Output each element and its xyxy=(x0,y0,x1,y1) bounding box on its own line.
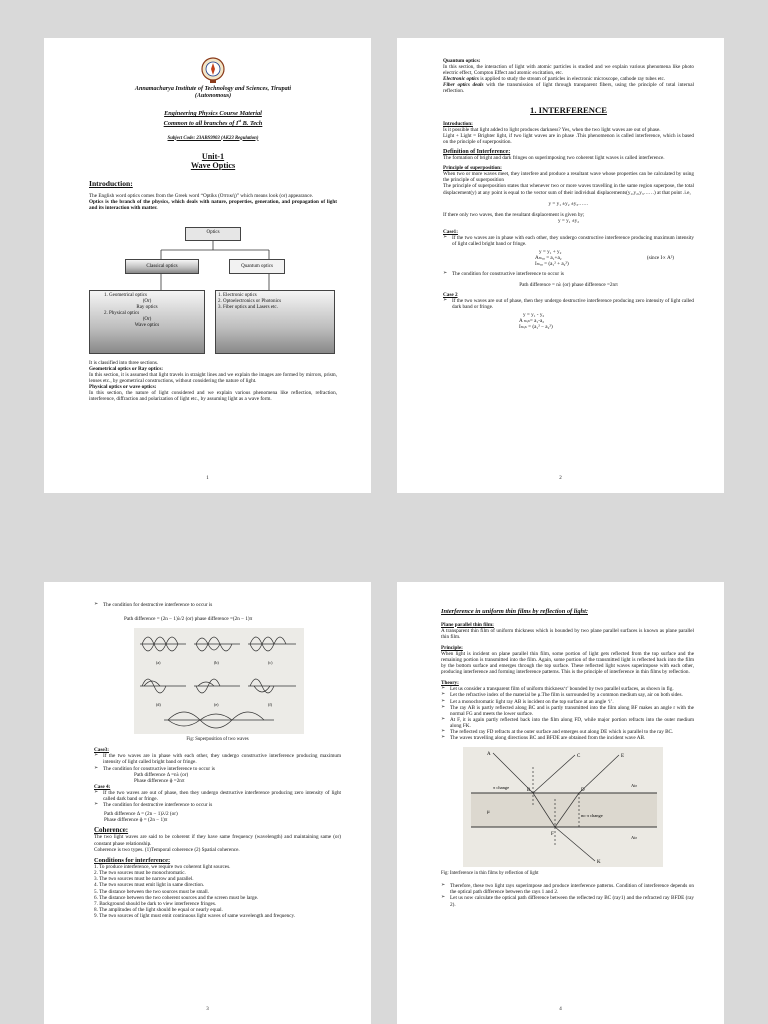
course-title: Engineering Physics Course Material xyxy=(164,110,262,117)
list-item: 7. Background should be dark to view interference fringes. xyxy=(94,900,217,907)
document-page-3 xyxy=(44,582,371,1024)
list-item: 1. To produce interference, we require two coherent light sources. xyxy=(94,864,231,871)
physical-optics-text: In this section, the nature of light considered and we explain various phenomena like reflection, refraction, interference, diffraction and polarization of light etc., by assuming light as a wave form. xyxy=(89,390,337,403)
list-item: ➢ Let the refractive index of the material be μ.The film is surrounded by a common medium say, air on both sides. xyxy=(441,692,694,698)
svg-text:A: A xyxy=(487,752,491,758)
after-figure-text-1: ➢ Therefore, these two light rays superimpose and produce interference patterns. Condition of interference depends on the optical path difference between the rays 1 and 2. xyxy=(441,883,694,895)
section-title: 1. INTERFERENCE xyxy=(530,104,607,115)
definition-text: The formation of bright and dark fringes on superimposing two coherent light waves is called interference. xyxy=(443,155,665,162)
page-number: 1 xyxy=(206,476,209,481)
geometrical-optics-text: In this section, it is assumed that light travels in straight lines and we explain the images are formed by mirrors, prism, lenses etc., by geometrical constructions, without considering the nature of light. xyxy=(89,372,337,385)
coherence-heading: Coherence: xyxy=(94,826,129,835)
institute-name: Annamacharya Institute of Technology and Sciences, Tirupati xyxy=(134,86,292,92)
constructive-equation: Path difference = nλ (or) phase difference =2nπ xyxy=(519,281,618,288)
quantum-optics-box: Quantum optics xyxy=(229,259,285,274)
case3-condition: ➢ The condition for constructive interference to occur is xyxy=(94,766,341,772)
superposition-waves-figure xyxy=(134,628,304,734)
destructive-condition: ➢ The condition for destructive interference to occur is xyxy=(94,602,341,608)
optics-root-box: Optics xyxy=(185,227,241,241)
svg-text:(b): (b) xyxy=(214,660,219,666)
list-item: 8. The amplitudes of the light should be equal or nearly equal. xyxy=(94,906,223,913)
definition-heading: Definition of Interference: xyxy=(443,148,511,155)
page-number: 4 xyxy=(559,1007,562,1012)
intro-heading: Introduction: xyxy=(89,178,133,188)
two-waves-equation: y = y₁ ±y₂ xyxy=(557,217,580,224)
svg-text:(d): (d) xyxy=(156,702,161,708)
document-page-2 xyxy=(397,38,724,493)
conditions-list xyxy=(94,864,341,919)
thin-film-reflection-figure xyxy=(463,747,663,867)
svg-text:(c): (c) xyxy=(268,660,273,666)
svg-text:F: F xyxy=(551,832,554,838)
case3-equation-2: Phase difference ɸ =2nπ xyxy=(134,777,185,784)
unit-title: Wave Optics xyxy=(190,160,236,170)
list-item: ➢ Let a monochromatic light ray AB is incident on the top surface at an angle ‘i’. xyxy=(441,699,694,705)
theory-list xyxy=(441,686,694,741)
figure-caption: Fig: Superposition of two waves xyxy=(186,737,249,743)
conditions-heading: Conditions for interference: xyxy=(94,856,171,864)
plane-film-heading: Plane parallel thin film: xyxy=(441,621,494,628)
document-page-4 xyxy=(397,582,724,1024)
list-item: 3. The two sources must be narrow and parallel. xyxy=(94,876,194,883)
figure-caption: Fig: Interference in thin films by reflection of light xyxy=(441,871,539,877)
autonomous-label: (Autonomous) xyxy=(194,93,232,99)
quantum-optics-heading: Quantum optics: xyxy=(443,58,481,64)
theory-heading: Theory: xyxy=(441,680,459,687)
principle-heading: Principle: xyxy=(441,644,463,651)
coherence-types: Coherence is two types. (1)Temporal coherence (2) Spatial coherence. xyxy=(94,846,240,853)
course-common: Common to all branches of Ist B. Tech xyxy=(163,118,263,128)
case2-text: ➢ If the two waves are out of phase, then they undergo destructive interference producing zero intensity of light called dark band or fringe. xyxy=(443,298,694,310)
list-item: 2. The two sources must be monochromatic. xyxy=(94,870,186,877)
document-page-1 xyxy=(44,38,371,493)
superposition-heading: Principle of superposition: xyxy=(443,165,502,172)
case3-heading: Case3: xyxy=(94,747,109,754)
svg-text:K: K xyxy=(597,860,601,866)
pi-change-label: π change xyxy=(493,785,510,791)
case2-heading: Case 2 xyxy=(443,291,458,298)
svg-text:E: E xyxy=(621,754,625,760)
svg-text:(a): (a) xyxy=(156,660,161,666)
svg-text:(f): (f) xyxy=(268,702,272,708)
case1-equation-3: Iₘₐₓ = (a₁² + a₂²) xyxy=(535,261,569,268)
case4-heading: Case 4: xyxy=(94,783,111,790)
destructive-equation: Path difference = (2n − 1)λ/2 (or) phase difference =(2n − 1)π xyxy=(124,616,253,623)
case4-equation-1: Path difference Δ = (2n − 1)λ/2 (or) xyxy=(104,811,178,818)
interference-intro-text: Is it possible that light added to light produces darkness? Yes, when the two light waves are out of phase. xyxy=(443,126,661,133)
quantum-optics-list: 1. Electronic optics 2. Optoelectronics or Photonics 3. Fiber optics and Lasers etc. xyxy=(215,290,335,354)
air-top-label: Air xyxy=(631,783,637,789)
list-item: ➢ The reflected ray FD refracts at the outer surface and emerges out along DE which is parallel to the ray BC. xyxy=(441,729,694,735)
case4-equation-2: Phase difference ɸ = (2n − 1)π xyxy=(104,817,168,824)
case2-equation-3: Iₘᵢₙ = (a₁² − a₂²) xyxy=(519,324,553,331)
fiber-optics-text: Fiber optics deals with the transmission of light through transparent fibers, using the principle of total internal reflection. xyxy=(443,82,694,95)
case1-text: ➢ If the two waves are in phase with each other, they undergo constructive interference producing maximum intensity of light called bright band or fringe. xyxy=(443,235,694,247)
electronic-optics-text: Electronic optics is applied to study the stream of particles in electronic microscope, cathode ray tubes etc. xyxy=(443,76,666,83)
case2-equation-1: y = y₁ - y₂ xyxy=(523,311,545,318)
case4-text: ➢ If the two waves are out of phase, then they undergo destructive interference producing zero intensity of light called dark band or fringe. xyxy=(94,790,341,802)
case2-equation-2: A ₘᵢₙ= a₁-a₂ xyxy=(519,318,545,324)
list-item: ➢ The waves travelling along directions BC and BFDE are obtained from the incident wave AB. xyxy=(441,735,694,741)
intro-paragraph-1: The English word optics comes from the Greek word “Optiks (Οπτική)” which means look (or) appearance. xyxy=(89,192,314,199)
list-item: 5. The distance between the two sources must be small. xyxy=(94,888,210,895)
case1-equation-2: Aₘₐₓ = a₁+a₂ xyxy=(535,255,562,262)
svg-text:(e): (e) xyxy=(214,702,219,708)
superposition-text-2: The principle of superposition states that whenever two or more waves travelling in the same region superpose, the total displacement(y) at any point is equal to the vector sum of their individual displacements(y₁,y₂,y₃……) at that point .i.e, xyxy=(443,183,694,196)
unit-number: Unit-1 xyxy=(201,151,225,161)
classical-optics-box: Classical optics xyxy=(125,259,199,274)
air-bottom-label: Air xyxy=(631,835,637,841)
page-number: 2 xyxy=(559,476,562,481)
page-number: 3 xyxy=(206,1007,209,1012)
list-item: ➢ The ray AB is partly reflected along BC and is partly transmitted into the film along BF makes an angle r with the normal FG and meets the lower surface. xyxy=(441,705,694,717)
institute-logo xyxy=(201,56,225,84)
two-waves-text: If there only two waves, then the resultant displacement is given by; xyxy=(443,211,585,218)
no-pi-change-label: no π change xyxy=(581,813,603,819)
plane-film-text: A transparent thin film of uniform thickness which is bounded by two plane parallel surfaces is known as plane parallel thin film. xyxy=(441,627,694,640)
quantum-optics-text: In this section, the interaction of light with atomic particles is studied and we explain various phenomena like photo electric effect, Compton Effect and atomic excitation, etc. xyxy=(443,64,694,77)
case3-text: ➢ If the two waves are in phase with each other, they undergo constructive interference producing maximum intensity of light called bright band or fringe. xyxy=(94,753,341,765)
interference-intro-heading: Introduction: xyxy=(443,120,473,127)
geometrical-optics-heading: Geometrical optics or Ray optics: xyxy=(89,365,163,372)
principle-text: When light is incident on plane parallel thin film, some portion of light gets reflected from the top surface and the remaining portion is transmitted into the film. Again, some portion of the transmitted light is reflected back into the film by the bottom surface and emerges through the top surface. These reflected light waves superimpose with each other, producing interference and forming interference patterns. This is the principle of interference in thin films by reflection. xyxy=(441,650,694,676)
classified-text: It is classified into three sections. xyxy=(89,359,159,366)
list-item: 6. The distance between the two coherent sources and the screen must be large. xyxy=(94,894,259,901)
list-item: ➢ Let us consider a transparent film of uniform thickness‘t’ bounded by two parallel surfaces, as shown in fig. xyxy=(441,686,694,692)
case1-equation-1: y = y₁ + y₂ xyxy=(539,249,562,256)
optics-classification-diagram xyxy=(89,214,337,360)
classical-optics-list: 1. Geometrical optics (Or) Ray optics 2. Physical optics (Or) Wave optics xyxy=(89,290,205,354)
list-item: 4. The two sources must emit light in same direction. xyxy=(94,882,205,889)
after-figure-text-2: ➢ Let us now calculate the optical path difference between the reflected ray BC (ray1) and the refracted ray BFDE (ray 2). xyxy=(441,895,694,907)
coherence-text: The two light waves are said to be coherent if they have same frequency (wavelength) and maintaining same (or) constant phase relationship. xyxy=(94,834,341,847)
svg-text:D: D xyxy=(581,788,585,794)
thin-film-title: Interference in uniform thin films by reflection of light: xyxy=(441,608,588,615)
superposition-text: When two or more waves meet, they interfere and produce a resultant wave whose properties can be calculated by using the principle of superposition xyxy=(443,171,694,184)
superposition-equation: y = y₁ ±y₂ ±y₃…… xyxy=(548,200,589,207)
case4-condition: ➢ The condition for destructive interference to occur is xyxy=(94,802,341,808)
constructive-condition: ➢ The condition for constructive interference to occur is xyxy=(443,271,694,277)
svg-text:B: B xyxy=(527,788,531,794)
physical-optics-heading: Physical optics or wave optics: xyxy=(89,384,157,391)
interference-intro-text-2: Light + Light = Brighter light, if two light waves are in phase .This phenomenon is called interference, which is based on the principle of superposition. xyxy=(443,132,694,145)
case3-equation-1: Path difference Δ =nλ (or) xyxy=(134,771,189,778)
subject-code: Subject Code: 23ABS9903 (AK23 Regulation) xyxy=(167,135,259,141)
svg-text:C: C xyxy=(577,754,581,760)
mu-label: μ xyxy=(487,810,490,816)
case1-heading: Case1: xyxy=(443,228,458,235)
intro-paragraph-2: Optics is the branch of the physics, which deals with nature, properties, generation, and propagation of light and its interaction with matter. xyxy=(89,198,337,211)
case1-note: (since I∝ A²) xyxy=(646,255,674,262)
list-item: ➢ At F, it is again partly reflected back into the film along FD, while major portion refracts into the outer medium along FK. xyxy=(441,717,694,729)
list-item: 9. The two sources of light must emit continuous light waves of same wavelength and frequency. xyxy=(94,912,296,919)
